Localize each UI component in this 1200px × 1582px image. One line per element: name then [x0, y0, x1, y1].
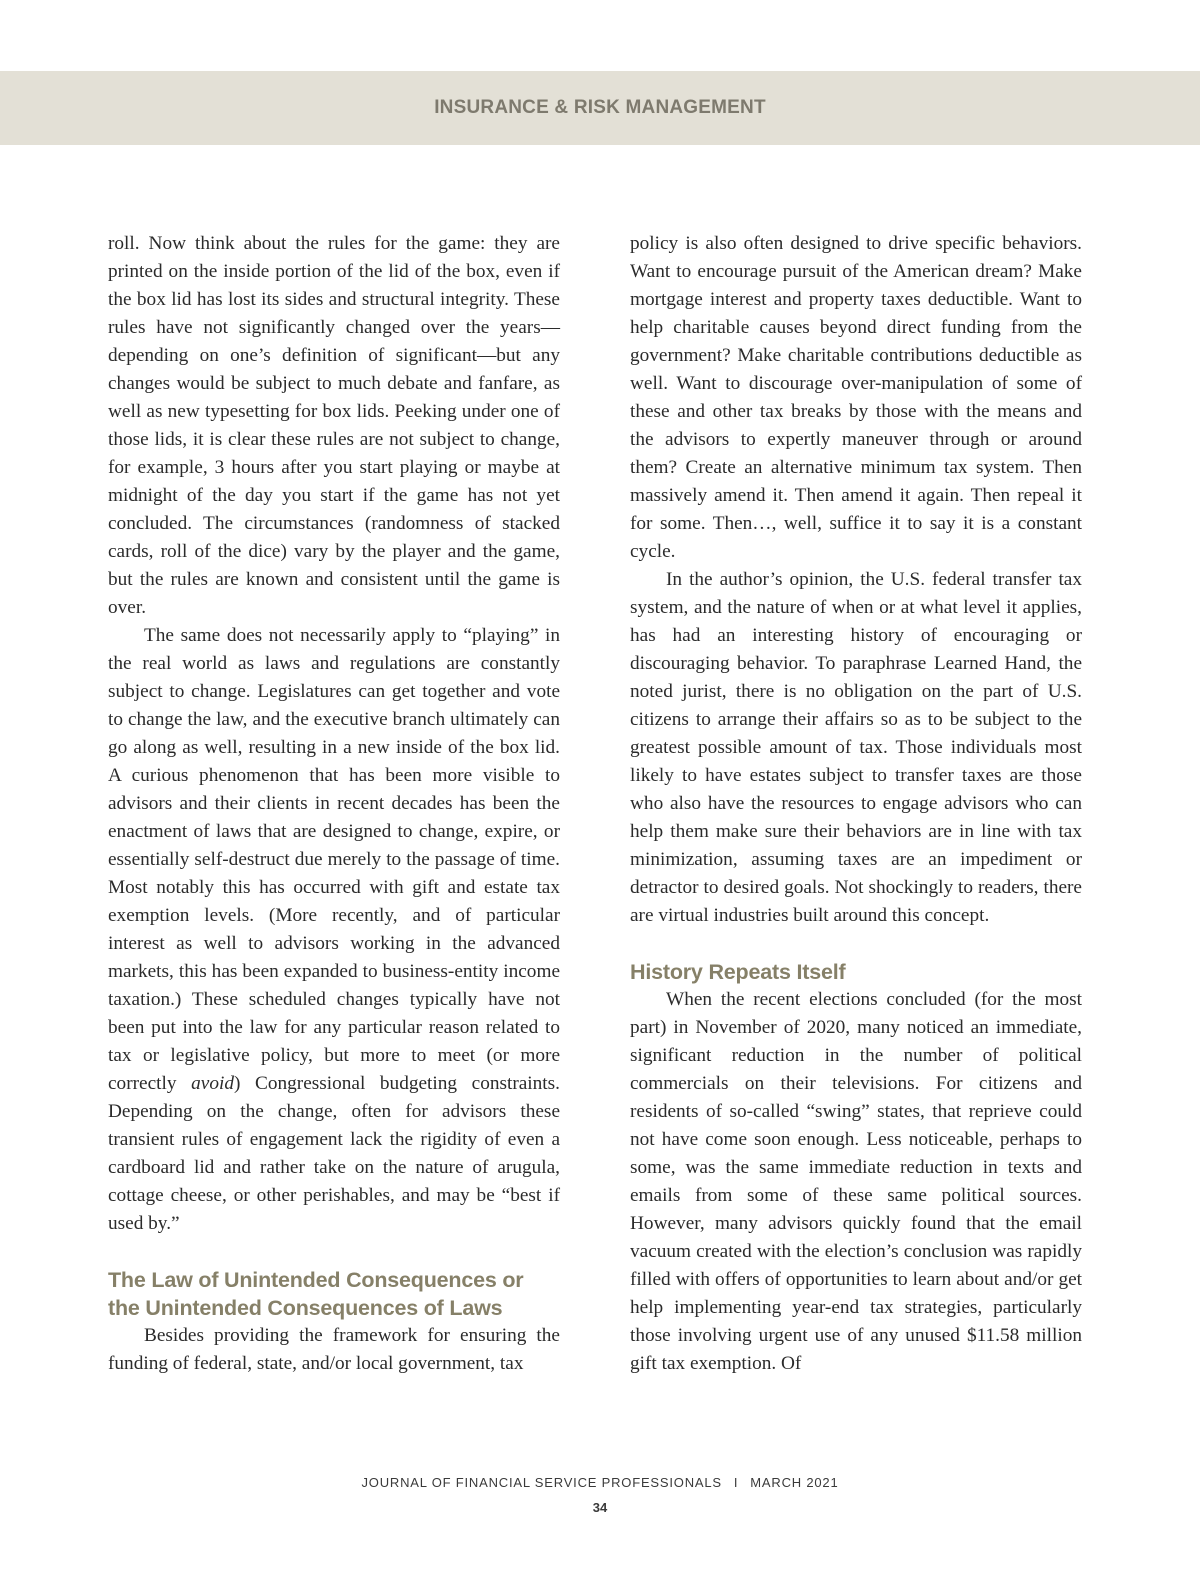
- paragraph: When the recent elections concluded (for the most part) in November of 2020, many noticed an immediate, significant reduction in the number of political commercials on their televisions. For citizens and residents of so-called “swing” states, that reprieve could not have come soon enough. Less noticeable, perhaps to some, was the same immediate reduction in texts and emails from some of these same political sources. However, many advisors quickly found that the email vacuum created with the election’s conclusion was rapidly filled with offers of opportunities to learn about and/or get help implementing year-end tax strategies, particularly those involving urgent use of any unused $11.58 million gift tax exemption. Of: [630, 989, 1082, 1374]
- journal-name: JOURNAL OF FINANCIAL SERVICE PROFESSIONALS: [361, 1475, 722, 1490]
- paragraph: roll. Now think about the rules for the game: they are printed on the inside portion of the lid of the box, even if the box lid has lost its sides and structural integrity. These rules have not significantly changed over the years—depending on one’s definition of significant—but any changes would be subject to much debate and fanfare, as well as new typesetting for box lids. Peeking under one of those lids, it is clear these rules are not subject to change, for example, 3 hours after you start playing or maybe at midnight of the day you start if the game has not yet concluded. The circumstances (randomness of stacked cards, roll of the dice) vary by the player and the game, but the rules are known and consistent until the game is over.: [108, 233, 560, 618]
- section-heading: History Repeats Itself: [630, 960, 846, 984]
- emphasis-text: avoid: [191, 1073, 234, 1094]
- left-column: [108, 230, 560, 1378]
- header-band: [0, 71, 1200, 145]
- paragraph-text: ) Congressional budgeting constraints. Depending on the change, often for advisors these transient rules of engagement lack the rigidity of even a cardboard lid and rather take on the nature of arugula, cottage cheese, or other perishables, and may be “best if used by.”: [108, 1073, 560, 1234]
- footer-separator: I: [733, 1475, 739, 1490]
- paragraph: Besides providing the framework for ensuring the funding of federal, state, and/or local government, tax: [108, 1325, 560, 1374]
- paragraph-text: The same does not necessarily apply to “playing” in the real world as laws and regulations are constantly subject to change. Legislatures can get together and vote to change the law, and the executive branch ultimately can go along as well, resulting in a new inside of the box lid. A curious phenomenon that has been more visible to advisors and their clients in recent decades has been the enactment of laws that are designed to change, expire, or essentially self-destruct due merely to the passage of time. Most notably this has occurred with gift and estate tax exemption levels. (More recently, and of particular interest as well to advisors working in the advanced markets, this has been expanded to business-entity income taxation.) These scheduled changes typically have not been put into the law for any particular reason related to tax or legislative policy, but more to meet (or more correctly: [108, 625, 560, 1094]
- section-title: INSURANCE & RISK MANAGEMENT: [434, 97, 766, 118]
- right-column: [630, 230, 1082, 1378]
- footer: [0, 1475, 1200, 1490]
- paragraph: In the author’s opinion, the U.S. federal transfer tax system, and the nature of when or at what level it applies, has had an interesting history of encouraging or discouraging behavior. To paraphrase Learned Hand, the noted jurist, there is no obligation on the part of U.S. citizens to arrange their affairs so as to be subject to the greatest possible amount of tax. Those individuals most likely to have estates subject to transfer taxes are those who also have the resources to engage advisors who can help them make sure their behaviors are in line with tax minimization, assuming taxes are an impediment or detractor to desired goals. Not shockingly to readers, there are virtual industries built around this concept.: [630, 569, 1082, 926]
- paragraph: [108, 622, 560, 1238]
- page-number: 34: [592, 1500, 608, 1515]
- paragraph: policy is also often designed to drive specific behaviors. Want to encourage pursuit of the American dream? Make mortgage interest and property taxes deductible. Want to help charitable causes beyond direct funding from the government? Make charitable contributions deductible as well. Want to discourage over-manipulation of some of these and other tax breaks by those with the means and the advisors to expertly maneuver through or around them? Create an alternative minimum tax system. Then massively amend it. Then amend it again. Then repeal it for some. Then…, well, suffice it to say it is a constant cycle.: [630, 233, 1082, 562]
- section-heading: The Law of Unintended Consequences or the Unintended Consequences of Laws: [108, 1268, 524, 1320]
- issue-date: MARCH 2021: [750, 1475, 839, 1490]
